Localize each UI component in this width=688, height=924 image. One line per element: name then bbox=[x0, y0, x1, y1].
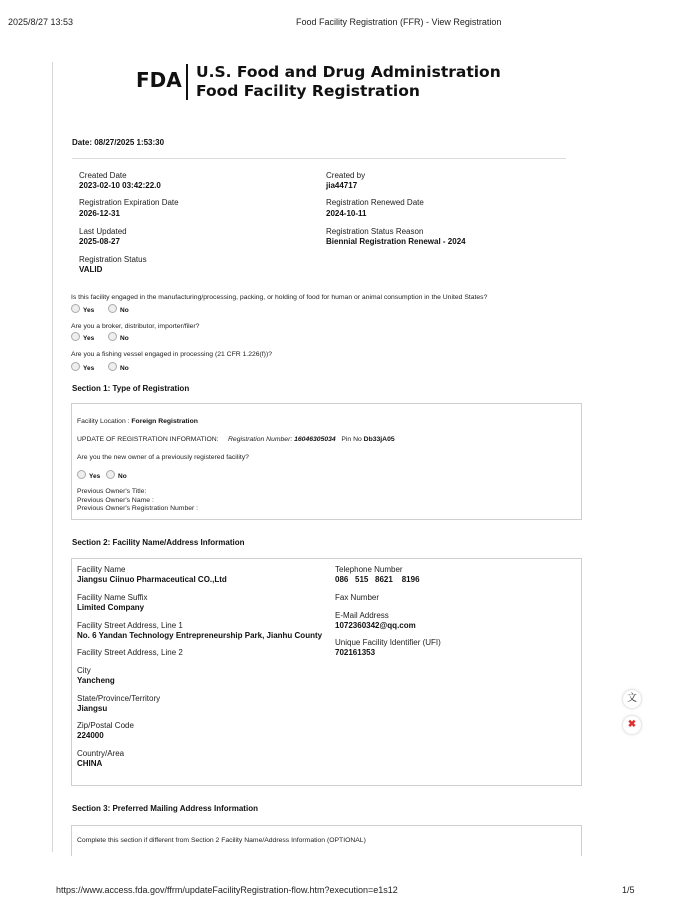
phone-value: 086 515 8621 8196 bbox=[335, 575, 420, 584]
email-value: 1072360342@qq.com bbox=[335, 621, 416, 630]
section2-box bbox=[71, 558, 582, 786]
suffix-label: Facility Name Suffix bbox=[77, 593, 148, 602]
status-reason-label: Registration Status Reason bbox=[326, 227, 424, 236]
radio-yes[interactable] bbox=[71, 362, 94, 372]
section1-title: Section 1: Type of Registration bbox=[72, 384, 190, 393]
radio-yes-label: Yes bbox=[83, 365, 95, 372]
street2-label: Facility Street Address, Line 2 bbox=[77, 648, 183, 657]
share-icon[interactable]: ✖ bbox=[623, 716, 641, 734]
fda-logo: FDA bbox=[136, 68, 182, 92]
update-label: UPDATE OF REGISTRATION INFORMATION: bbox=[77, 436, 219, 443]
radio-circle-icon bbox=[71, 304, 80, 313]
print-url: https://www.access.fda.gov/ffrm/updateFacilityRegistration-flow.htm?execution=e1s12 bbox=[56, 885, 398, 895]
facility-name-label: Facility Name bbox=[77, 565, 126, 574]
section3-title: Section 3: Preferred Mailing Address Information bbox=[72, 804, 258, 813]
pin-label: Pin No bbox=[341, 436, 362, 443]
radio-no-label: No bbox=[120, 307, 129, 314]
zip-label: Zip/Postal Code bbox=[77, 721, 134, 730]
facility-location-value: Foreign Registration bbox=[131, 418, 198, 425]
street1-value: No. 6 Yandan Technology Entrepreneurship Park, Jianhu County bbox=[77, 631, 323, 640]
divider bbox=[72, 158, 566, 159]
created-date-label: Created Date bbox=[79, 171, 127, 180]
print-page-title: Food Facility Registration (FFR) - View Registration bbox=[296, 17, 502, 27]
reg-number-value: 16046305034 bbox=[294, 436, 336, 443]
last-updated-label: Last Updated bbox=[79, 227, 127, 236]
radio-circle-icon bbox=[108, 332, 117, 341]
radio-yes[interactable] bbox=[71, 332, 94, 342]
previous-owner-info bbox=[77, 488, 198, 514]
last-updated-value: 2025-08-27 bbox=[79, 237, 120, 246]
radio-circle-icon bbox=[77, 470, 86, 479]
print-page-number: 1/5 bbox=[622, 885, 635, 895]
radio-yes-label: Yes bbox=[89, 473, 101, 480]
ufi-label: Unique Facility Identifier (UFI) bbox=[335, 638, 441, 647]
radio-group-new-owner bbox=[77, 470, 139, 480]
city-label: City bbox=[77, 666, 91, 675]
radio-circle-icon bbox=[71, 362, 80, 371]
prev-owner-name: Previous Owner's Name : bbox=[77, 496, 154, 504]
expiration-label: Registration Expiration Date bbox=[79, 198, 179, 207]
update-registration-info bbox=[77, 436, 219, 443]
question-fishing-vessel: Are you a fishing vessel engaged in processing (21 CFR 1.226(f))? bbox=[71, 351, 272, 358]
radio-no-label: No bbox=[120, 335, 129, 342]
country-value: CHINA bbox=[77, 759, 103, 768]
email-label: E-Mail Address bbox=[335, 611, 389, 620]
question-broker: Are you a broker, distributor, importer/filer? bbox=[71, 323, 200, 330]
created-by-value: jia44717 bbox=[326, 181, 358, 190]
state-value: Jiangsu bbox=[77, 704, 108, 713]
title-line-2: Food Facility Registration bbox=[196, 82, 420, 100]
status-reason-value: Biennial Registration Renewal - 2024 bbox=[326, 237, 466, 246]
question-food-facility: Is this facility engaged in the manufacturing/processing, packing, or holding of food for human or animal consumption in the United States? bbox=[71, 294, 488, 301]
radio-yes-label: Yes bbox=[83, 307, 95, 314]
translate-icon[interactable]: 文 bbox=[623, 690, 641, 708]
logo-divider bbox=[186, 64, 188, 100]
radio-no[interactable] bbox=[108, 332, 129, 342]
phone-label: Telephone Number bbox=[335, 565, 403, 574]
status-value: VALID bbox=[79, 265, 103, 274]
renewed-value: 2024-10-11 bbox=[326, 209, 367, 218]
renewed-label: Registration Renewed Date bbox=[326, 198, 424, 207]
page-title bbox=[196, 63, 501, 101]
facility-location-label: Facility Location : bbox=[77, 418, 130, 425]
section3-note: Complete this section if different from Section 2 Facility Name/Address Information (OPTIONAL) bbox=[77, 837, 366, 844]
radio-no-label: No bbox=[120, 365, 129, 372]
facility-name-value: Jiangsu Ciinuo Pharmaceutical CO.,Ltd bbox=[77, 575, 227, 584]
radio-no[interactable] bbox=[108, 304, 129, 314]
radio-circle-icon bbox=[71, 332, 80, 341]
radio-no-label: No bbox=[118, 473, 127, 480]
title-line-1: U.S. Food and Drug Administration bbox=[196, 63, 501, 81]
suffix-value: Limited Company bbox=[77, 603, 145, 612]
created-by-label: Created by bbox=[326, 171, 366, 180]
new-owner-question: Are you the new owner of a previously registered facility? bbox=[77, 454, 249, 461]
left-margin-line bbox=[52, 62, 53, 852]
prev-owner-title: Previous Owner's Title: bbox=[77, 488, 147, 495]
radio-group-q3 bbox=[71, 362, 141, 372]
registration-number bbox=[228, 436, 395, 443]
radio-no[interactable] bbox=[106, 470, 127, 480]
radio-group-q1 bbox=[71, 304, 141, 314]
created-date-value: 2023-02-10 03:42:22.0 bbox=[79, 181, 161, 190]
reg-number-label: Registration Number: bbox=[228, 436, 293, 443]
prev-owner-reg-number: Previous Owner's Registration Number : bbox=[77, 505, 199, 512]
ufi-value: 702161353 bbox=[335, 648, 376, 657]
report-date: Date: 08/27/2025 1:53:30 bbox=[72, 138, 165, 147]
pin-value: Db33jA05 bbox=[363, 436, 395, 443]
radio-circle-icon bbox=[106, 470, 115, 479]
country-label: Country/Area bbox=[77, 749, 125, 758]
state-label: State/Province/Territory bbox=[77, 694, 161, 703]
radio-yes-label: Yes bbox=[83, 335, 95, 342]
radio-group-q2 bbox=[71, 332, 141, 342]
facility-location bbox=[77, 418, 198, 425]
fax-label: Fax Number bbox=[335, 593, 380, 602]
status-label: Registration Status bbox=[79, 255, 147, 264]
street1-label: Facility Street Address, Line 1 bbox=[77, 621, 183, 630]
radio-circle-icon bbox=[108, 362, 117, 371]
section2-title: Section 2: Facility Name/Address Information bbox=[72, 538, 245, 547]
city-value: Yancheng bbox=[77, 676, 115, 685]
zip-value: 224000 bbox=[77, 731, 104, 740]
print-datetime: 2025/8/27 13:53 bbox=[8, 17, 74, 27]
expiration-value: 2026-12-31 bbox=[79, 209, 120, 218]
radio-yes[interactable] bbox=[77, 470, 100, 480]
radio-no[interactable] bbox=[108, 362, 129, 372]
radio-circle-icon bbox=[108, 304, 117, 313]
radio-yes[interactable] bbox=[71, 304, 94, 314]
